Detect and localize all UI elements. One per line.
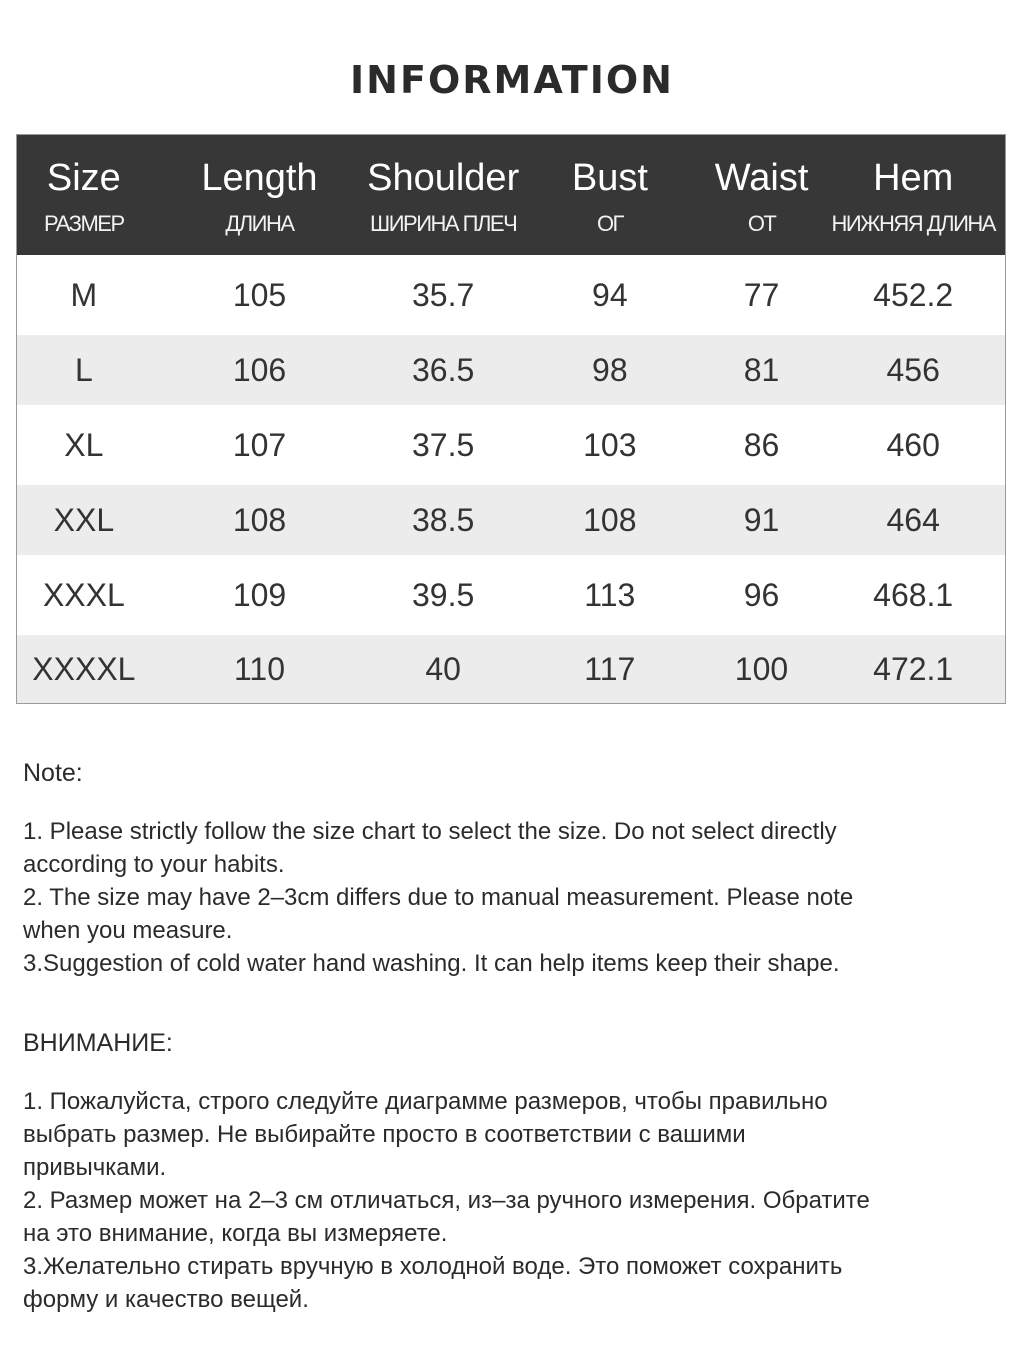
header-shoulder-label: Shoulder xyxy=(367,157,520,199)
table-header xyxy=(17,135,1005,255)
table-row xyxy=(17,485,1005,555)
note-line-ru: 2. Размер может на 2–3 см отличаться, из–за ручного измерения. Обратите xyxy=(23,1187,870,1214)
cell-hem: 468.1 xyxy=(873,576,954,613)
note-line-ru: привычками. xyxy=(23,1154,167,1181)
cell-size: XXL xyxy=(53,501,115,538)
cell-length: 110 xyxy=(234,650,286,687)
table-row xyxy=(17,335,1005,405)
table-row xyxy=(17,405,1005,485)
cell-waist: 91 xyxy=(743,501,780,538)
header-length-label-ru: ДЛИНА xyxy=(225,211,294,236)
note-section-ru xyxy=(23,1027,1003,1316)
header-waist xyxy=(702,135,822,255)
table-row xyxy=(17,555,1005,635)
note-line: when you measure. xyxy=(23,917,233,944)
cell-hem: 464 xyxy=(886,501,940,538)
cell-length: 106 xyxy=(232,351,287,388)
cell-waist: 77 xyxy=(743,276,780,313)
cell-waist: 81 xyxy=(743,351,780,388)
cell-length: 109 xyxy=(232,576,287,613)
cell-waist: 86 xyxy=(743,426,780,463)
header-bust-label-ru: ОГ xyxy=(596,211,623,236)
cell-shoulder: 36.5 xyxy=(412,351,475,388)
note-line-ru: 1. Пожалуйста, строго следуйте диаграмме размеров, чтобы правильно xyxy=(23,1088,828,1115)
cell-waist: 100 xyxy=(734,650,789,687)
header-size-label: Size xyxy=(46,157,121,199)
cell-size: XXXXL xyxy=(32,650,136,687)
cell-shoulder: 40 xyxy=(425,650,461,687)
header-bust xyxy=(518,135,702,255)
header-shoulder-label-ru: ШИРИНА ПЛЕЧ xyxy=(370,211,517,236)
cell-length: 108 xyxy=(232,501,287,538)
header-hem xyxy=(821,135,1005,255)
page-title: INFORMATION xyxy=(350,58,674,102)
header-bust-label: Bust xyxy=(571,157,648,199)
cell-waist: 96 xyxy=(743,576,780,613)
header-waist-label: Waist xyxy=(714,157,809,199)
header-size xyxy=(17,135,151,255)
cell-shoulder: 38.5 xyxy=(412,501,475,538)
table-row xyxy=(17,635,1005,703)
note-line-ru: форму и качество вещей. xyxy=(23,1286,309,1313)
cell-length: 107 xyxy=(232,426,287,463)
size-chart-table xyxy=(16,134,1006,704)
cell-bust: 113 xyxy=(584,576,636,613)
note-line-ru: выбрать размер. Не выбирайте просто в соответствии с вашими xyxy=(23,1121,746,1148)
note-title-ru: ВНИМАНИЕ: xyxy=(23,1029,173,1057)
cell-hem: 456 xyxy=(886,351,940,388)
header-shoulder xyxy=(368,135,518,255)
header-hem-label-ru: НИЖНЯЯ ДЛИНА xyxy=(831,211,995,236)
cell-bust: 98 xyxy=(592,351,628,388)
note-line-ru: 3.Желательно стирать вручную в холодной воде. Это поможет сохранить xyxy=(23,1253,843,1280)
cell-shoulder: 39.5 xyxy=(412,576,475,613)
cell-hem: 472.1 xyxy=(873,650,954,687)
note-line: 3.Suggestion of cold water hand washing. It can help items keep their shape. xyxy=(23,950,840,977)
cell-hem: 452.2 xyxy=(873,276,954,313)
note-line: 1. Please strictly follow the size chart to select the size. Do not select directly xyxy=(23,818,837,845)
cell-hem: 460 xyxy=(886,426,940,463)
cell-size: XL xyxy=(64,426,104,463)
header-length-label: Length xyxy=(201,157,318,199)
cell-bust: 108 xyxy=(583,501,637,538)
cell-length: 105 xyxy=(232,276,287,313)
cell-size: XXXL xyxy=(42,576,125,613)
header-length xyxy=(151,135,368,255)
note-line: according to your habits. xyxy=(23,851,285,878)
cell-bust: 117 xyxy=(584,650,636,687)
cell-size: M xyxy=(70,276,98,313)
cell-bust: 94 xyxy=(592,276,628,313)
note-line: 2. The size may have 2–3cm differs due to manual measurement. Please note xyxy=(23,884,854,911)
note-section-en xyxy=(23,757,1003,980)
cell-shoulder: 35.7 xyxy=(412,276,475,313)
note-title: Note: xyxy=(23,759,83,787)
header-size-label-ru: РАЗМЕР xyxy=(44,211,124,236)
note-line-ru: на это внимание, когда вы измеряете. xyxy=(23,1220,448,1247)
table-row xyxy=(17,255,1005,335)
header-hem-label: Hem xyxy=(873,157,954,199)
cell-size: L xyxy=(74,351,93,388)
cell-shoulder: 37.5 xyxy=(412,426,475,463)
cell-bust: 103 xyxy=(583,426,637,463)
header-waist-label-ru: ОТ xyxy=(747,211,776,236)
